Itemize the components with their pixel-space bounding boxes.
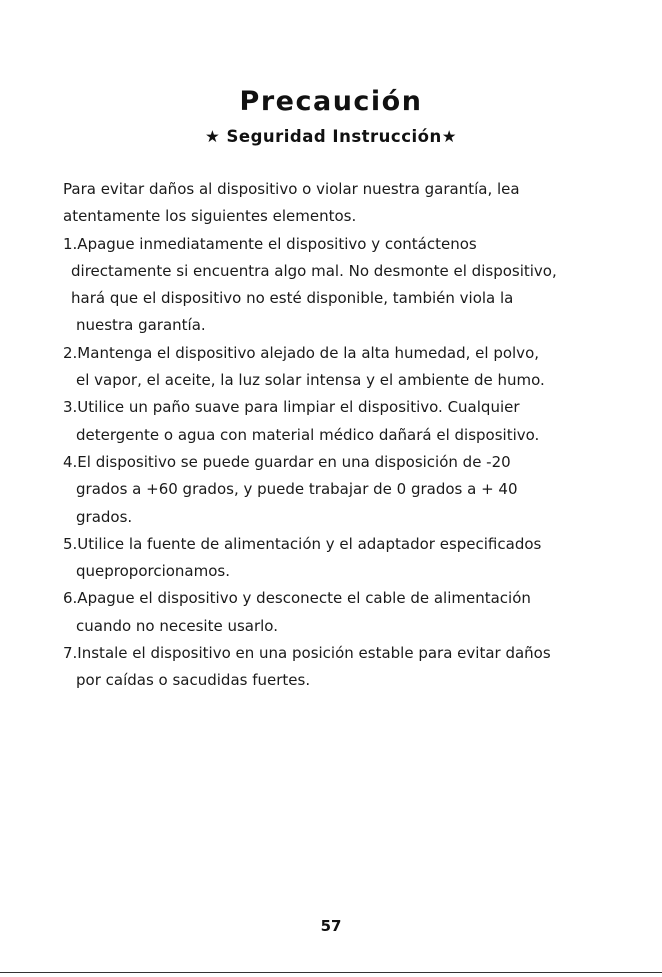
item-line: queproporcionamos. [76, 562, 230, 581]
item-line: 5.Utilice la fuente de alimentación y el adaptador especificados [63, 534, 542, 553]
list-item-7 [63, 640, 633, 695]
item-line: cuando no necesite usarlo. [76, 616, 278, 635]
instructions-body [63, 176, 633, 695]
item-line: directamente si encuentra algo mal. No desmonte el dispositivo, [71, 261, 557, 280]
list-item-4 [63, 449, 633, 531]
item-line: grados. [76, 507, 133, 526]
page-subtitle: ★ Seguridad Instrucción★ [204, 127, 458, 146]
bottom-divider [0, 972, 662, 973]
item-line: 7.Instale el dispositivo en una posición estable para evitar daños [63, 644, 551, 663]
item-line: por caídas o sacudidas fuertes. [76, 671, 311, 690]
item-line: 1.Apague inmediatamente el dispositivo y contáctenos [63, 234, 477, 253]
intro-paragraph [63, 176, 633, 231]
list-item-1 [63, 231, 633, 340]
item-line: 2.Mantenga el dispositivo alejado de la alta humedad, el polvo, [63, 343, 540, 362]
item-line: grados a +60 grados, y puede trabajar de 0 grados a + 40 [76, 480, 518, 499]
intro-line: atentamente los siguientes elementos. [63, 207, 357, 226]
item-line: detergente o agua con material médico dañará el dispositivo. [76, 425, 540, 444]
item-line: 6.Apague el dispositivo y desconecte el cable de alimentación [63, 589, 531, 608]
page-number: 57 [320, 917, 342, 935]
item-line: 3.Utilice un paño suave para limpiar el dispositivo. Cualquier [63, 398, 520, 417]
page-title: Precaución [239, 86, 423, 117]
item-line: nuestra garantía. [76, 316, 206, 335]
list-item-2 [63, 340, 633, 395]
item-line: 4.El dispositivo se puede guardar en una disposición de -20 [63, 452, 511, 471]
list-item-3 [63, 394, 633, 449]
list-item-5 [63, 531, 633, 586]
item-line: hará que el dispositivo no esté disponible, también viola la [71, 289, 514, 308]
item-line: el vapor, el aceite, la luz solar intensa y el ambiente de humo. [76, 371, 545, 390]
intro-line: Para evitar daños al dispositivo o violar nuestra garantía, lea [63, 180, 520, 198]
list-item-6 [63, 585, 633, 640]
